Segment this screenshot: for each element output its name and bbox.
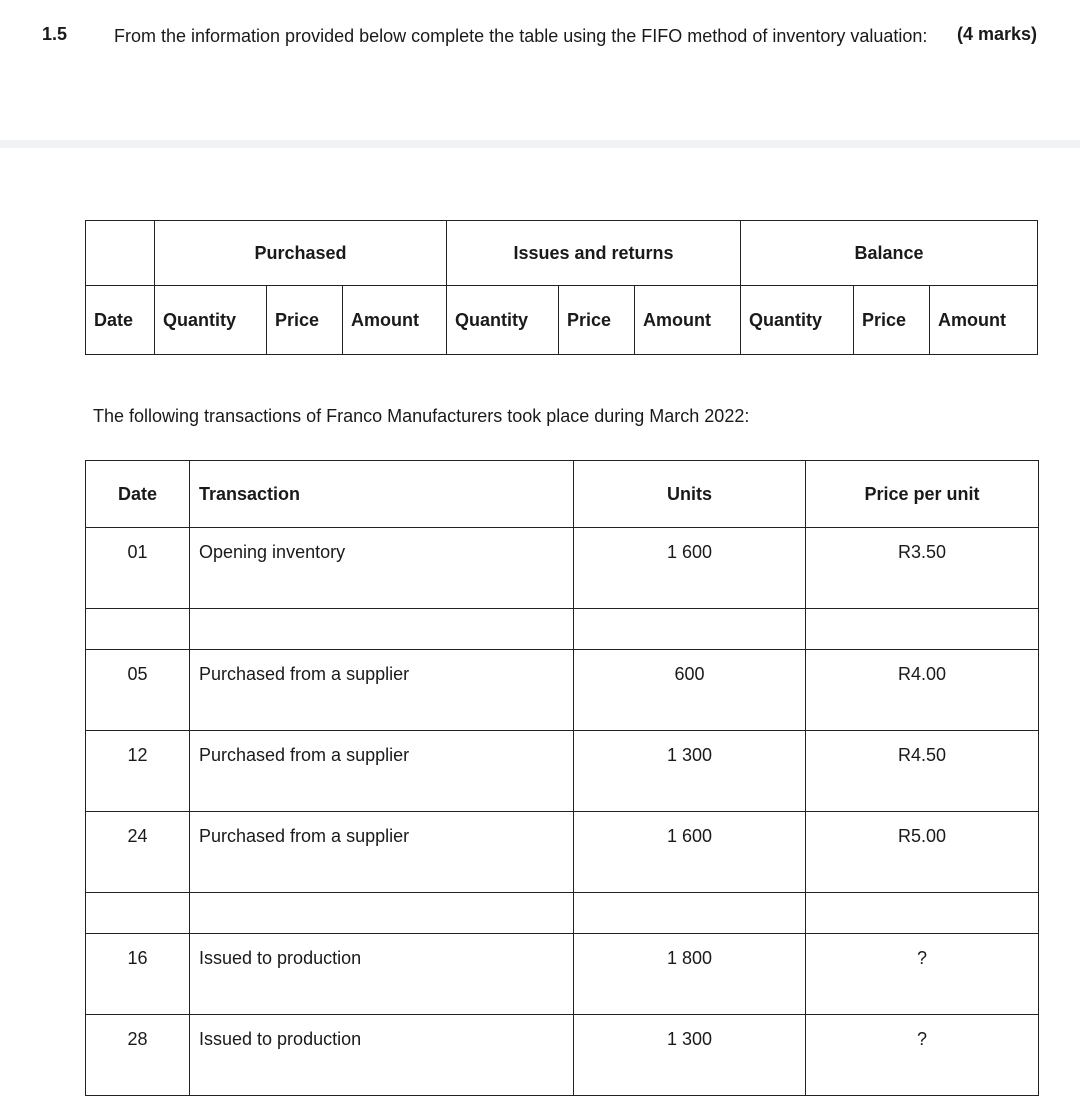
fifo-group-balance: Balance bbox=[741, 221, 1038, 286]
tx-description bbox=[190, 609, 574, 650]
tx-price: R5.00 bbox=[806, 812, 1039, 893]
question-marks: (4 marks) bbox=[957, 24, 1038, 44]
tx-units bbox=[574, 893, 806, 934]
fifo-group-header-row bbox=[86, 221, 1038, 286]
fifo-col-balance-quantity: Quantity bbox=[741, 286, 854, 355]
tx-description: Issued to production bbox=[190, 934, 574, 1015]
tx-units: 1 300 bbox=[574, 1015, 806, 1096]
tx-price: R3.50 bbox=[806, 528, 1039, 609]
tx-price bbox=[806, 893, 1039, 934]
tx-description: Purchased from a supplier bbox=[190, 731, 574, 812]
tx-units: 1 800 bbox=[574, 934, 806, 1015]
tx-date: 01 bbox=[86, 528, 190, 609]
fifo-col-purchased-amount: Amount bbox=[343, 286, 447, 355]
transactions-table bbox=[85, 460, 1039, 1096]
table-row bbox=[86, 1015, 1039, 1096]
fifo-col-purchased-price: Price bbox=[267, 286, 343, 355]
fifo-col-balance-amount: Amount bbox=[930, 286, 1038, 355]
tx-date bbox=[86, 609, 190, 650]
tx-date bbox=[86, 893, 190, 934]
tx-units bbox=[574, 609, 806, 650]
table-row bbox=[86, 934, 1039, 1015]
tx-price bbox=[806, 609, 1039, 650]
tx-units: 1 600 bbox=[574, 812, 806, 893]
table-row-blank bbox=[86, 609, 1039, 650]
fifo-col-issues-amount: Amount bbox=[635, 286, 741, 355]
tx-description: Purchased from a supplier bbox=[190, 650, 574, 731]
tx-units: 600 bbox=[574, 650, 806, 731]
table-row-blank bbox=[86, 893, 1039, 934]
tx-description: Opening inventory bbox=[190, 528, 574, 609]
tx-header-transaction: Transaction bbox=[190, 461, 574, 528]
section-divider bbox=[0, 140, 1080, 148]
transactions-intro: The following transactions of Franco Manufacturers took place during March 2022: bbox=[93, 406, 750, 426]
question-text: From the information provided below complete the table using the FIFO method of inventory valuation: bbox=[114, 26, 928, 46]
tx-header-units: Units bbox=[574, 461, 806, 528]
table-row bbox=[86, 650, 1039, 731]
question-number: 1.5 bbox=[42, 24, 68, 44]
table-row bbox=[86, 812, 1039, 893]
tx-date: 12 bbox=[86, 731, 190, 812]
fifo-col-purchased-quantity: Quantity bbox=[155, 286, 267, 355]
tx-description: Issued to production bbox=[190, 1015, 574, 1096]
transactions-header-row bbox=[86, 461, 1039, 528]
fifo-col-date: Date bbox=[86, 286, 155, 355]
tx-price: R4.50 bbox=[806, 731, 1039, 812]
tx-price: ? bbox=[806, 1015, 1039, 1096]
fifo-valuation-table bbox=[85, 220, 1038, 355]
fifo-column-header-row bbox=[86, 286, 1038, 355]
tx-header-price: Price per unit bbox=[806, 461, 1039, 528]
table-row bbox=[86, 731, 1039, 812]
tx-date: 16 bbox=[86, 934, 190, 1015]
fifo-col-issues-quantity: Quantity bbox=[447, 286, 559, 355]
fifo-group-blank bbox=[86, 221, 155, 286]
fifo-group-purchased: Purchased bbox=[155, 221, 447, 286]
tx-date: 24 bbox=[86, 812, 190, 893]
tx-price: R4.00 bbox=[806, 650, 1039, 731]
fifo-group-issues-returns: Issues and returns bbox=[447, 221, 741, 286]
tx-header-date: Date bbox=[86, 461, 190, 528]
tx-date: 05 bbox=[86, 650, 190, 731]
tx-price: ? bbox=[806, 934, 1039, 1015]
fifo-col-issues-price: Price bbox=[559, 286, 635, 355]
tx-date: 28 bbox=[86, 1015, 190, 1096]
table-row bbox=[86, 528, 1039, 609]
fifo-col-balance-price: Price bbox=[854, 286, 930, 355]
tx-units: 1 600 bbox=[574, 528, 806, 609]
tx-units: 1 300 bbox=[574, 731, 806, 812]
tx-description: Purchased from a supplier bbox=[190, 812, 574, 893]
tx-description bbox=[190, 893, 574, 934]
